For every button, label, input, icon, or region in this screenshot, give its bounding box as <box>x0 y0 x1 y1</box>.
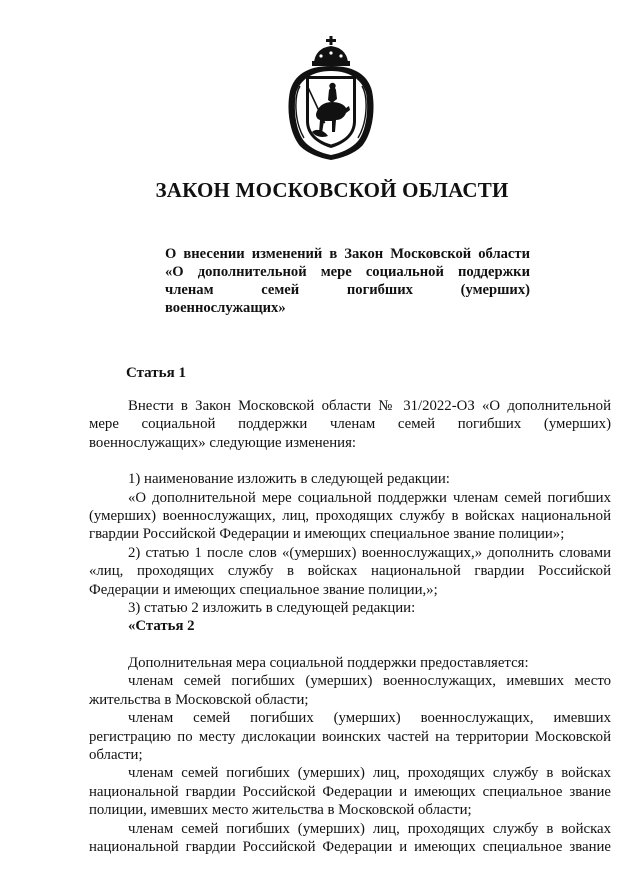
paragraph: Дополнительная мера социальной поддержки предоставляется: <box>128 654 529 671</box>
coat-of-arms-icon <box>286 36 376 160</box>
paragraph: членам семей погибших (умерших) лиц, проходящих службу в войсках национальной гвардии Российской Федерации и имеющих специальное звание <box>89 820 611 855</box>
paragraph: членам семей погибших (умерших) военнослужащих, имевших место жительства в Московской области; <box>89 673 611 708</box>
article-intro: Внести в Закон Московской области № 31/2022-ОЗ «О дополнительной мере социальной поддержки членам семей погибших (умерших) военнослужащих» следующие изменения: <box>89 398 611 451</box>
article-body <box>89 397 611 856</box>
amendment-item: 1) наименование изложить в следующей редакции: <box>128 471 450 488</box>
paragraph: членам семей погибших (умерших) военнослужащих, имевших регистрацию по месту дислокации воинских частей на территории Московской области; <box>89 710 611 763</box>
quoted-article-heading: «Статья 2 <box>128 618 195 635</box>
subject-line: военнослужащих» <box>165 300 286 316</box>
amendment-text: «О дополнительной мере социальной поддержки членам семей погибших (умерших) военнослужащих, лиц, проходящих службу в войсках национальной гвардии Российской Федерации и имеющих специальное звание полиции»; <box>89 489 611 543</box>
amendment-item: 2) статью 1 после слов «(умерших) военнослужащих,» дополнить словами «лиц, проходящих службу в войсках национальной гвардии Российской Федерации и имеющих специальное звание полиции,»; <box>89 544 611 598</box>
subject-line: членам семей погибших (умерших) <box>165 282 530 298</box>
law-subject <box>165 245 530 317</box>
amendment-item: 3) статью 2 изложить в следующей редакции: <box>128 600 416 617</box>
subject-line: «О дополнительной мере социальной поддержки <box>165 264 530 280</box>
paragraph: членам семей погибших (умерших) лиц, проходящих службу в войсках национальной гвардии Российской Федерации и имеющих специальное звание полиции, имевших место жительства в Московской области; <box>89 765 611 819</box>
law-title: ЗАКОН МОСКОВСКОЙ ОБЛАСТИ <box>155 178 509 202</box>
subject-line: О внесении изменений в Закон Московской области <box>165 246 530 262</box>
article-heading: Статья 1 <box>126 365 186 381</box>
